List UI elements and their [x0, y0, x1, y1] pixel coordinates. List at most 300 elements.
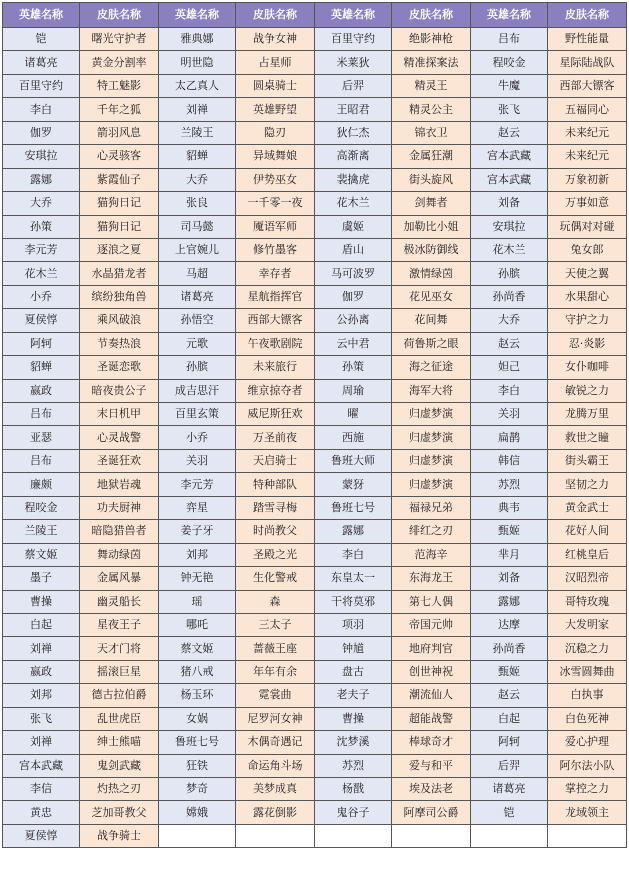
hero-name-cell: 兰陵王 [3, 520, 80, 543]
skin-name-cell: 一千零一夜 [236, 192, 315, 215]
skin-name-cell: 爱与和平 [392, 754, 471, 777]
hero-name-cell: 扁鹊 [471, 426, 548, 449]
hero-name-cell: 张飞 [3, 707, 80, 730]
hero-name-cell: 李白 [471, 379, 548, 402]
skin-name-cell: 女仆咖啡 [548, 356, 627, 379]
skin-name-cell: 创世神祝 [392, 660, 471, 683]
hero-name-cell: 大乔 [471, 309, 548, 332]
hero-name-cell: 张良 [159, 192, 236, 215]
hero-name-cell: 关羽 [159, 449, 236, 472]
skin-name-cell: 节奏热浪 [80, 332, 159, 355]
hero-name-cell: 狄仁杰 [315, 121, 392, 144]
skin-name-cell: 踏雪寻梅 [236, 496, 315, 519]
table-row [3, 520, 627, 543]
table-row [3, 543, 627, 566]
hero-name-cell: 狂铁 [159, 754, 236, 777]
skin-name-cell: 特种部队 [236, 473, 315, 496]
skin-name-cell: 白色死神 [548, 707, 627, 730]
hero-name-cell: 吕布 [3, 403, 80, 426]
hero-name-cell: 白起 [3, 613, 80, 636]
hero-name-cell: 王昭君 [315, 98, 392, 121]
hero-name-cell: 曹操 [3, 590, 80, 613]
hero-name-cell: 李信 [3, 778, 80, 801]
hero-name-cell: 虞姬 [315, 215, 392, 238]
skin-name-cell: 命运角斗场 [236, 754, 315, 777]
hero-name-cell: 后羿 [471, 754, 548, 777]
hero-name-cell: 赵云 [471, 121, 548, 144]
hero-name-cell: 孙膑 [159, 356, 236, 379]
skin-name-cell: 东海龙王 [392, 567, 471, 590]
hero-name-cell: 宫本武藏 [471, 168, 548, 191]
skin-name-cell: 舞动绿茵 [80, 543, 159, 566]
hero-name-cell: 廉颇 [3, 473, 80, 496]
skin-name-cell: 未来旅行 [236, 356, 315, 379]
hero-name-cell: 阿轲 [471, 731, 548, 754]
skin-name-cell: 万事如意 [548, 192, 627, 215]
skin-name-cell: 占星师 [236, 51, 315, 74]
skin-name-cell: 激情绿茵 [392, 262, 471, 285]
hero-name-cell: 西施 [315, 426, 392, 449]
hero-name-cell: 亚瑟 [3, 426, 80, 449]
skin-name-cell: 圣诞狂欢 [80, 449, 159, 472]
hero-name-cell: 貂蝉 [3, 356, 80, 379]
skin-name-cell: 极冰防御线 [392, 238, 471, 261]
skin-name-cell: 未来纪元 [548, 121, 627, 144]
skin-name-cell: 野性能量 [548, 28, 627, 51]
hero-name-cell: 刘备 [471, 567, 548, 590]
table-row [3, 262, 627, 285]
skin-name-cell: 森 [236, 590, 315, 613]
skin-name-cell: 精灵公主 [392, 98, 471, 121]
table-header-row [3, 3, 627, 28]
hero-name-cell: 项羽 [315, 613, 392, 636]
hero-name-cell: 蔡文姬 [3, 543, 80, 566]
empty-cell [471, 824, 548, 847]
hero-name-cell: 阿轲 [3, 332, 80, 355]
skin-name-cell: 幸存者 [236, 262, 315, 285]
skin-name-cell: 归虚梦演 [392, 473, 471, 496]
header-hero-name: 英雄名称 [3, 3, 80, 28]
hero-name-cell: 花木兰 [471, 238, 548, 261]
hero-name-cell: 上官婉儿 [159, 238, 236, 261]
hero-name-cell: 嫦娥 [159, 801, 236, 824]
table-row [3, 684, 627, 707]
skin-name-cell: 忍·炎影 [548, 332, 627, 355]
skin-name-cell: 美梦成真 [236, 778, 315, 801]
hero-name-cell: 苏烈 [471, 473, 548, 496]
skin-name-cell: 绯红之刃 [392, 520, 471, 543]
hero-name-cell: 夏侯惇 [3, 309, 80, 332]
skin-name-cell: 箭羽风息 [80, 121, 159, 144]
skin-name-cell: 维京掠夺者 [236, 379, 315, 402]
skin-name-cell: 异域舞娘 [236, 145, 315, 168]
skin-name-cell: 露花倒影 [236, 801, 315, 824]
skin-name-cell: 地狱岩魂 [80, 473, 159, 496]
skin-name-cell: 年年有余 [236, 660, 315, 683]
skin-name-cell: 金属风暴 [80, 567, 159, 590]
skin-name-cell: 绝影神枪 [392, 28, 471, 51]
hero-name-cell: 蔡文姬 [159, 637, 236, 660]
skin-name-cell: 海军大将 [392, 379, 471, 402]
skin-name-cell: 福禄兄弟 [392, 496, 471, 519]
hero-name-cell: 刘禅 [3, 731, 80, 754]
skin-name-cell: 绅士熊喵 [80, 731, 159, 754]
hero-name-cell: 沈梦溪 [315, 731, 392, 754]
hero-name-cell: 云中君 [315, 332, 392, 355]
skin-name-cell: 星航指挥官 [236, 285, 315, 308]
skin-name-cell: 伊势巫女 [236, 168, 315, 191]
hero-name-cell: 女娲 [159, 707, 236, 730]
hero-name-cell: 姜子牙 [159, 520, 236, 543]
hero-name-cell: 鲁班七号 [159, 731, 236, 754]
skin-name-cell: 潮流仙人 [392, 684, 471, 707]
hero-name-cell: 孙策 [315, 356, 392, 379]
skin-name-cell: 尼罗河女神 [236, 707, 315, 730]
hero-skin-table [2, 2, 627, 848]
skin-name-cell: 花间舞 [392, 309, 471, 332]
skin-name-cell: 曙光守护者 [80, 28, 159, 51]
skin-name-cell: 冰雪圆舞曲 [548, 660, 627, 683]
skin-name-cell: 沉稳之力 [548, 637, 627, 660]
table-row [3, 403, 627, 426]
hero-name-cell: 公孙离 [315, 309, 392, 332]
hero-name-cell: 刘邦 [3, 684, 80, 707]
table-row [3, 121, 627, 144]
skin-name-cell: 街头霸王 [548, 449, 627, 472]
hero-name-cell: 裴擒虎 [315, 168, 392, 191]
skin-name-cell: 超能战警 [392, 707, 471, 730]
table-row [3, 332, 627, 355]
skin-name-cell: 救世之瞳 [548, 426, 627, 449]
table-row [3, 285, 627, 308]
hero-name-cell: 鲁班大师 [315, 449, 392, 472]
table-row [3, 590, 627, 613]
skin-name-cell: 乱世虎臣 [80, 707, 159, 730]
skin-name-cell: 归虚梦演 [392, 403, 471, 426]
empty-cell [236, 824, 315, 847]
hero-name-cell: 甄姬 [471, 660, 548, 683]
skin-name-cell: 玩偶对对碰 [548, 215, 627, 238]
hero-name-cell: 花木兰 [315, 192, 392, 215]
skin-name-cell: 修竹墨客 [236, 238, 315, 261]
empty-cell [159, 824, 236, 847]
skin-name-cell: 乘风破浪 [80, 309, 159, 332]
hero-name-cell: 百里玄策 [159, 403, 236, 426]
hero-name-cell: 芈月 [471, 543, 548, 566]
skin-name-cell: 功夫厨神 [80, 496, 159, 519]
hero-name-cell: 赵云 [471, 684, 548, 707]
hero-name-cell: 盾山 [315, 238, 392, 261]
table-row [3, 449, 627, 472]
skin-name-cell: 荷鲁斯之眼 [392, 332, 471, 355]
table-row [3, 356, 627, 379]
table-row [3, 824, 627, 847]
hero-name-cell: 司马懿 [159, 215, 236, 238]
hero-name-cell: 诸葛亮 [159, 285, 236, 308]
hero-name-cell: 嬴政 [3, 379, 80, 402]
hero-name-cell: 高渐离 [315, 145, 392, 168]
skin-name-cell: 水晶猎龙者 [80, 262, 159, 285]
table-row [3, 613, 627, 636]
hero-name-cell: 刘备 [471, 192, 548, 215]
hero-name-cell: 干将莫邪 [315, 590, 392, 613]
hero-name-cell: 盘古 [315, 660, 392, 683]
hero-name-cell: 周瑜 [315, 379, 392, 402]
table-row [3, 731, 627, 754]
skin-name-cell: 金属狂潮 [392, 145, 471, 168]
hero-name-cell: 鲁班七号 [315, 496, 392, 519]
skin-name-cell: 花好人间 [548, 520, 627, 543]
skin-name-cell: 天才门将 [80, 637, 159, 660]
hero-name-cell: 露娜 [315, 520, 392, 543]
skin-name-cell: 时尚教父 [236, 520, 315, 543]
skin-name-cell: 五福同心 [548, 98, 627, 121]
header-hero-name: 英雄名称 [159, 3, 236, 28]
hero-name-cell: 兰陵王 [159, 121, 236, 144]
hero-name-cell: 关羽 [471, 403, 548, 426]
hero-name-cell: 后羿 [315, 74, 392, 97]
table-row [3, 426, 627, 449]
skin-name-cell: 兔女郎 [548, 238, 627, 261]
skin-name-cell: 棒球奇才 [392, 731, 471, 754]
hero-name-cell: 雅典娜 [159, 28, 236, 51]
hero-name-cell: 成吉思汗 [159, 379, 236, 402]
hero-name-cell: 韩信 [471, 449, 548, 472]
skin-name-cell: 西部大镖客 [548, 74, 627, 97]
hero-name-cell: 元歌 [159, 332, 236, 355]
skin-name-cell: 圣殿之光 [236, 543, 315, 566]
table-row [3, 778, 627, 801]
hero-name-cell: 黄忠 [3, 801, 80, 824]
skin-name-cell: 战争女神 [236, 28, 315, 51]
skin-name-cell: 剑舞者 [392, 192, 471, 215]
skin-name-cell: 暗隐猎兽者 [80, 520, 159, 543]
skin-name-cell: 范海辛 [392, 543, 471, 566]
hero-name-cell: 孙膑 [471, 262, 548, 285]
hero-name-cell: 孙悟空 [159, 309, 236, 332]
hero-name-cell: 甄姬 [471, 520, 548, 543]
skin-name-cell: 紫霞仙子 [80, 168, 159, 191]
hero-name-cell: 妲己 [471, 356, 548, 379]
table-row [3, 168, 627, 191]
skin-name-cell: 归虚梦演 [392, 426, 471, 449]
hero-name-cell: 典韦 [471, 496, 548, 519]
skin-name-cell: 帝国元帅 [392, 613, 471, 636]
hero-name-cell: 刘邦 [159, 543, 236, 566]
hero-name-cell: 嬴政 [3, 660, 80, 683]
hero-name-cell: 李元芳 [3, 238, 80, 261]
skin-name-cell: 英雄野望 [236, 98, 315, 121]
hero-name-cell: 宫本武藏 [471, 145, 548, 168]
table-row [3, 379, 627, 402]
skin-name-cell: 锦衣卫 [392, 121, 471, 144]
table-row [3, 567, 627, 590]
skin-name-cell: 星夜王子 [80, 613, 159, 636]
hero-name-cell: 百里守约 [3, 74, 80, 97]
skin-name-cell: 西部大镖客 [236, 309, 315, 332]
table-row [3, 473, 627, 496]
header-hero-name: 英雄名称 [315, 3, 392, 28]
hero-name-cell: 东皇太一 [315, 567, 392, 590]
table-row [3, 145, 627, 168]
hero-name-cell: 猪八戒 [159, 660, 236, 683]
table-row [3, 28, 627, 51]
hero-name-cell: 蒙犽 [315, 473, 392, 496]
hero-name-cell: 安琪拉 [3, 145, 80, 168]
skin-name-cell: 敏锐之力 [548, 379, 627, 402]
skin-name-cell: 水果甜心 [548, 285, 627, 308]
table-row [3, 74, 627, 97]
skin-name-cell: 千年之狐 [80, 98, 159, 121]
skin-name-cell: 特工魅影 [80, 74, 159, 97]
hero-name-cell: 明世隐 [159, 51, 236, 74]
skin-name-cell: 阿尔法小队 [548, 754, 627, 777]
skin-name-cell: 龙腾万里 [548, 403, 627, 426]
hero-name-cell: 安琪拉 [471, 215, 548, 238]
hero-name-cell: 曜 [315, 403, 392, 426]
hero-name-cell: 太乙真人 [159, 74, 236, 97]
skin-name-cell: 幽灵船长 [80, 590, 159, 613]
skin-name-cell: 黄金武士 [548, 496, 627, 519]
hero-name-cell: 百里守约 [315, 28, 392, 51]
skin-name-cell: 精灵王 [392, 74, 471, 97]
table-row [3, 98, 627, 121]
skin-name-cell: 埃及法老 [392, 778, 471, 801]
skin-name-cell: 木偶奇遇记 [236, 731, 315, 754]
table-row [3, 637, 627, 660]
skin-name-cell: 海之征途 [392, 356, 471, 379]
hero-name-cell: 苏烈 [315, 754, 392, 777]
hero-name-cell: 吕布 [471, 28, 548, 51]
hero-name-cell: 达摩 [471, 613, 548, 636]
empty-cell [392, 824, 471, 847]
hero-name-cell: 赵云 [471, 332, 548, 355]
hero-name-cell: 马超 [159, 262, 236, 285]
hero-name-cell: 宫本武藏 [3, 754, 80, 777]
hero-name-cell: 吕布 [3, 449, 80, 472]
hero-name-cell: 张飞 [471, 98, 548, 121]
skin-name-cell: 爱心护理 [548, 731, 627, 754]
skin-name-cell: 蔷薇王座 [236, 637, 315, 660]
hero-name-cell: 哪吒 [159, 613, 236, 636]
hero-name-cell: 大乔 [3, 192, 80, 215]
table-row [3, 496, 627, 519]
skin-name-cell: 猫狗日记 [80, 215, 159, 238]
hero-name-cell: 李白 [315, 543, 392, 566]
hero-name-cell: 花木兰 [3, 262, 80, 285]
header-skin-name: 皮肤名称 [236, 3, 315, 28]
header-skin-name: 皮肤名称 [548, 3, 627, 28]
skin-name-cell: 汉昭烈帝 [548, 567, 627, 590]
skin-name-cell: 白执事 [548, 684, 627, 707]
hero-name-cell: 鬼谷子 [315, 801, 392, 824]
skin-name-cell: 掌控之力 [548, 778, 627, 801]
empty-cell [548, 824, 627, 847]
skin-name-cell: 鬼剑武藏 [80, 754, 159, 777]
hero-name-cell: 貂蝉 [159, 145, 236, 168]
table-body [3, 28, 627, 848]
skin-name-cell: 守护之力 [548, 309, 627, 332]
skin-name-cell: 末日机甲 [80, 403, 159, 426]
hero-name-cell: 老夫子 [315, 684, 392, 707]
hero-name-cell: 程咬金 [471, 51, 548, 74]
hero-name-cell: 曹操 [315, 707, 392, 730]
hero-name-cell: 刘禅 [3, 637, 80, 660]
hero-name-cell: 梦奇 [159, 778, 236, 801]
skin-name-cell: 黄金分割率 [80, 51, 159, 74]
skin-name-cell: 德古拉伯爵 [80, 684, 159, 707]
skin-name-cell: 战争骑士 [80, 824, 159, 847]
hero-name-cell: 大乔 [159, 168, 236, 191]
hero-name-cell: 夏侯惇 [3, 824, 80, 847]
hero-name-cell: 刘禅 [159, 98, 236, 121]
hero-name-cell: 瑶 [159, 590, 236, 613]
hero-name-cell: 露娜 [3, 168, 80, 191]
table-row [3, 215, 627, 238]
skin-name-cell: 芝加哥教父 [80, 801, 159, 824]
hero-name-cell: 弈星 [159, 496, 236, 519]
skin-name-cell: 摇滚巨星 [80, 660, 159, 683]
hero-name-cell: 伽罗 [3, 121, 80, 144]
skin-name-cell: 花见巫女 [392, 285, 471, 308]
table-row [3, 238, 627, 261]
skin-name-cell: 缤纷独角兽 [80, 285, 159, 308]
hero-name-cell: 伽罗 [315, 285, 392, 308]
skin-name-cell: 暗夜贵公子 [80, 379, 159, 402]
table-row [3, 51, 627, 74]
empty-cell [315, 824, 392, 847]
skin-name-cell: 逐浪之夏 [80, 238, 159, 261]
skin-name-cell: 圣诞恋歌 [80, 356, 159, 379]
skin-name-cell: 红桃皇后 [548, 543, 627, 566]
header-skin-name: 皮肤名称 [80, 3, 159, 28]
skin-name-cell: 万圣前夜 [236, 426, 315, 449]
skin-name-cell: 街头旋风 [392, 168, 471, 191]
skin-name-cell: 未来纪元 [548, 145, 627, 168]
table-row [3, 754, 627, 777]
skin-name-cell: 哥特玫瑰 [548, 590, 627, 613]
skin-name-cell: 心灵骇客 [80, 145, 159, 168]
table-row [3, 309, 627, 332]
hero-name-cell: 孙尚香 [471, 285, 548, 308]
hero-name-cell: 钟无艳 [159, 567, 236, 590]
hero-name-cell: 小乔 [3, 285, 80, 308]
hero-name-cell: 李元芳 [159, 473, 236, 496]
skin-name-cell: 万象初新 [548, 168, 627, 191]
skin-name-cell: 魇语军师 [236, 215, 315, 238]
skin-name-cell: 三太子 [236, 613, 315, 636]
skin-name-cell: 天启骑士 [236, 449, 315, 472]
hero-name-cell: 牛魔 [471, 74, 548, 97]
skin-name-cell: 精准探案法 [392, 51, 471, 74]
hero-name-cell: 杨玉环 [159, 684, 236, 707]
skin-name-cell: 心灵战警 [80, 426, 159, 449]
hero-name-cell: 李白 [3, 98, 80, 121]
hero-name-cell: 墨子 [3, 567, 80, 590]
table-row [3, 192, 627, 215]
skin-name-cell: 归虚梦演 [392, 449, 471, 472]
skin-name-cell: 星际陆战队 [548, 51, 627, 74]
skin-name-cell: 生化警戒 [236, 567, 315, 590]
hero-name-cell: 白起 [471, 707, 548, 730]
hero-name-cell: 铠 [471, 801, 548, 824]
table-row [3, 707, 627, 730]
skin-name-cell: 大发明家 [548, 613, 627, 636]
hero-name-cell: 孙策 [3, 215, 80, 238]
hero-name-cell: 米莱狄 [315, 51, 392, 74]
hero-name-cell: 杨戬 [315, 778, 392, 801]
header-skin-name: 皮肤名称 [392, 3, 471, 28]
